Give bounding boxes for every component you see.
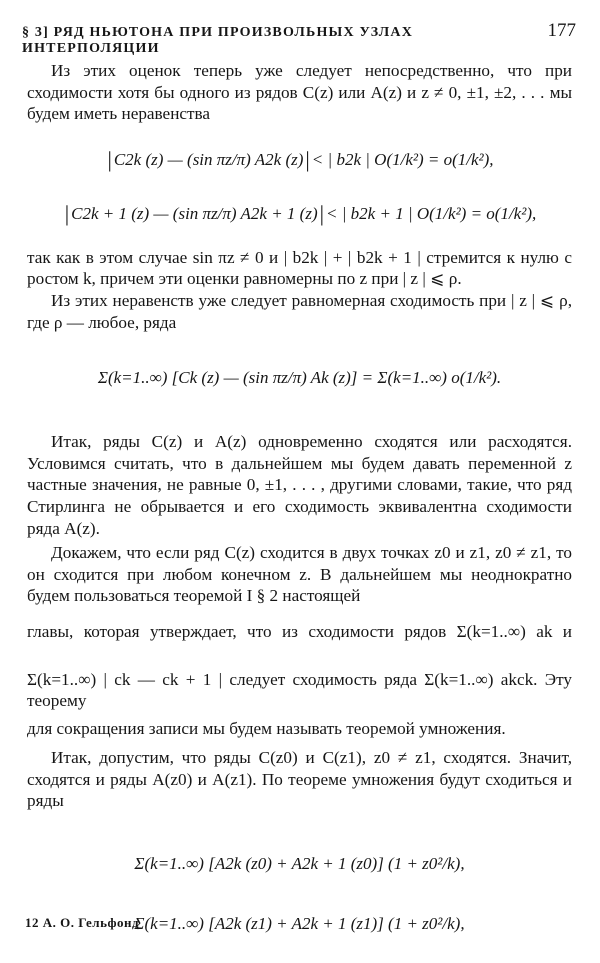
paragraph-uniform-convergence: Из этих неравенств уже следует равномерная сходимость при | z | ⩽ ρ, где ρ — любое, ряда (27, 290, 572, 332)
paragraph-proof-cont: главы, которая утверждает, что из сходимости рядов Σ(k=1..∞) ak и (27, 621, 572, 641)
paragraph-estimates: Из этих оценок теперь уже следует непосредственно, что при сходимости хотя бы одного из рядов C(z) или A(z) и z ≠ 0, ±1, ±2, . . . мы будем иметь неравенства (27, 61, 572, 124)
paragraph-proof: Докажем, что если ряд C(z) сходится в двух точках z0 и z1, z0 ≠ z1, то он сходится при любом конечном z. В дальнейшем мы неоднократно будем пользоваться теоремой I § 2 настоящей (27, 543, 572, 606)
series-equation-text: Σ(k=1..∞) [Ck (z) — (sin πz/π) Ak (z)] = Σ(k=1..∞) o(1/k²). (97, 368, 502, 388)
page-number: 177 (547, 20, 576, 41)
paragraph-proof-cont2: Σ(k=1..∞) | ck — ck + 1 | следует сходимость ряда Σ(k=1..∞) akck. Эту теорему (27, 669, 572, 711)
page-body (27, 60, 572, 954)
footer-signature: 12 А. О. Гельфонд (25, 915, 140, 930)
running-title: § 3] РЯД НЬЮТОНА ПРИ ПРОИЗВОЛЬНЫХ УЗЛАХ ИНТЕРПОЛЯЦИИ (22, 25, 414, 56)
series-equation (27, 339, 572, 417)
paragraph-suppose: Итак, допустим, что ряды C(z0) и C(z1), z0 ≠ z1, сходятся. Значит, сходятся и ряды A(z0) и A(z1). По теореме умножения будут сходиться и ряды (27, 748, 572, 811)
series-z1-text: Σ(k=1..∞) [A2k (z1) + A2k + 1 (z1)] (1 + z0²/k), (134, 914, 465, 934)
paragraph-because: так как в этом случае sin πz ≠ 0 и | b2k | + | b2k + 1 | стремится к нулю с ростом k, причем эти оценки равномерны по z при | z | ⩽ ρ. (27, 247, 572, 289)
inequality-odd: | C2k + 1 (z) — (sin πz/π) A2k + 1 (z) | < | b2k + 1 | O(1/k²) = o(1/k²), (64, 200, 537, 226)
series-z0 (27, 834, 572, 894)
page-header (22, 20, 576, 56)
inequality-odd-lhs: C2k + 1 (z) — (sin πz/π) A2k + 1 (z) (71, 203, 318, 223)
inequality-odd-rhs: < | b2k + 1 | O(1/k²) = o(1/k²), (326, 203, 537, 223)
inequality-even-rhs: < | b2k | O(1/k²) = o(1/k²), (311, 149, 494, 169)
paragraph-proof-end: для сокращения записи мы будем называть теоремой умножения. (27, 718, 506, 738)
inequality-even-lhs: C2k (z) — (sin πz/π) A2k (z) (113, 149, 304, 169)
series-z0-text: Σ(k=1..∞) [A2k (z0) + A2k + 1 (z0)] (1 + z0²/k), (134, 854, 465, 874)
paragraph-convention: Итак, ряды C(z) и A(z) одновременно сходятся или расходятся. Условимся считать, что в дальнейшем мы будем давать переменной z частные значения, не равные 0, ±1, . . . , другими словами, такие, что ряд Стирлинга не обрывается и его сходимость эквивалентна сходимости ряда A(z). (27, 432, 572, 538)
inequality-even: | C2k (z) — (sin πz/π) A2k (z) | < | b2k | O(1/k²) = o(1/k²), (107, 146, 494, 172)
